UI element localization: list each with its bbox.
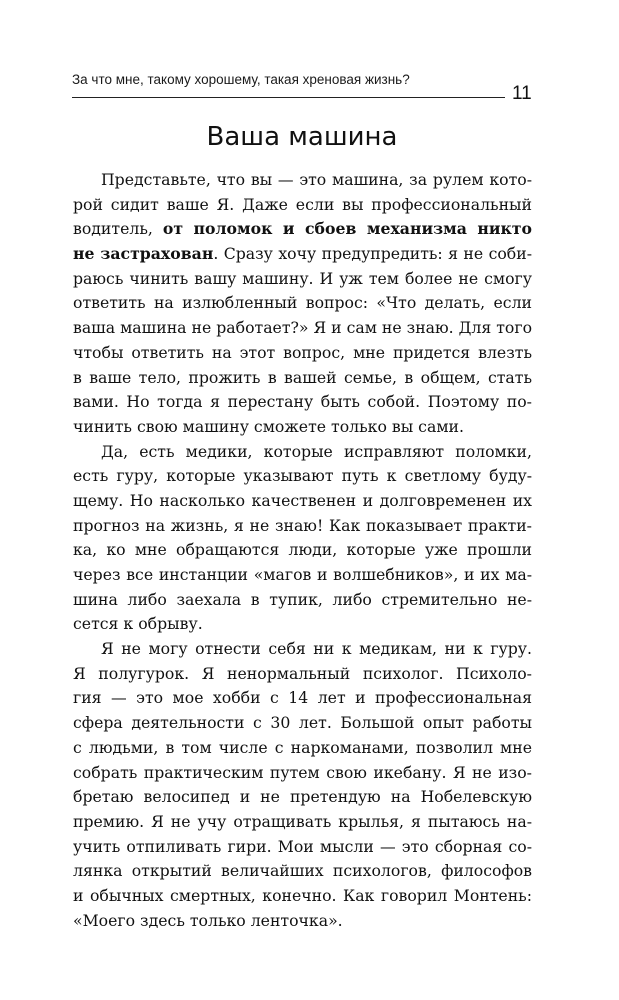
text-line: Да, есть медики, которые исправляют поломки, [101, 441, 532, 461]
text-line: и обычных смертных, конечно. Как говорил Монтень: [73, 885, 532, 905]
text-line: не застрахован. Сразу хочу предупредить: я не соби- [73, 244, 533, 264]
text-line: премию. Я не учу отращивать крылья, я пытаюсь на- [73, 811, 532, 831]
text-line: чинить свою машину сможете только вы сами. [73, 416, 464, 436]
text-line: раюсь чинить вашу машину. И уж тем более не смогу [73, 268, 532, 288]
text-line: ка, ко мне обращаются люди, которые уже прошли [73, 540, 532, 560]
bold-emphasis: не застрахован [73, 244, 214, 264]
text-line: учить отпиливать гири. Мои мысли — это сборная со- [73, 836, 532, 856]
text-line: собрать практическим путем свою икебану. Я не изо- [73, 762, 532, 782]
text-line: рой сидит ваше Я. Даже если вы профессиональный [73, 194, 532, 214]
text-line: вами. Но тогда я перестану быть собой. Поэтому по- [73, 392, 532, 412]
text-line: Представьте, что вы — это машина, за рулем кото- [101, 170, 532, 189]
text-line: лянка открытий величайших психологов, философов [73, 861, 532, 881]
text-line: сется к обрыву. [73, 614, 203, 634]
bold-emphasis: от поломок и сбоев механизма никто [162, 219, 532, 239]
text-line: бретаю велосипед и не претендую на Нобелевскую [73, 787, 532, 807]
page-number: 11 [512, 83, 532, 104]
paragraph-2 [73, 440, 532, 638]
text-line: есть гуру, которые указывают путь к светлому буду- [73, 466, 532, 486]
text-line: прогноз на жизнь, я не знаю! Как показывает практи- [73, 515, 532, 535]
text-line: «Моего здесь только ленточка». [73, 910, 343, 930]
text-line: ваша машина не работает?» Я и сам не знаю. Для того [73, 318, 533, 338]
paragraph-3 [73, 637, 532, 933]
text-line: Я не могу отнести себя ни к медикам, ни к гуру. [101, 639, 532, 659]
text-line: шина либо заехала в тупик, либо стремительно не- [73, 589, 532, 609]
text-line: с людьми, в том числе с наркоманами, позволил мне [73, 737, 532, 757]
chapter-title: Ваша машина [206, 122, 398, 152]
text-line: в ваше тело, прожить в вашей семье, в общем, стать [73, 367, 532, 387]
text-line: чтобы ответить на этот вопрос, мне придется влезть [73, 342, 532, 362]
text-line: водитель, от поломок и сбоев механизма никто [73, 219, 532, 239]
text-line: через все инстанции «магов и волшебников», и их ма- [73, 565, 532, 584]
text-line: Я полугурок. Я ненормальный психолог. Психоло- [73, 663, 532, 683]
body-text [73, 168, 532, 933]
text-line: сфера деятельности с 30 лет. Большой опыт работы [73, 713, 532, 733]
text-line: щему. Но насколько качественен и долговременен их [73, 490, 532, 510]
paragraph-1 [73, 168, 532, 440]
header-rule [72, 97, 505, 98]
running-header-title: За что мне, такому хорошему, такая хреновая жизнь? [72, 72, 410, 87]
text-line: ответить на излюбленный вопрос: «Что делать, если [73, 293, 532, 313]
text-line: гия — это мое хобби с 14 лет и профессиональная [73, 688, 532, 708]
